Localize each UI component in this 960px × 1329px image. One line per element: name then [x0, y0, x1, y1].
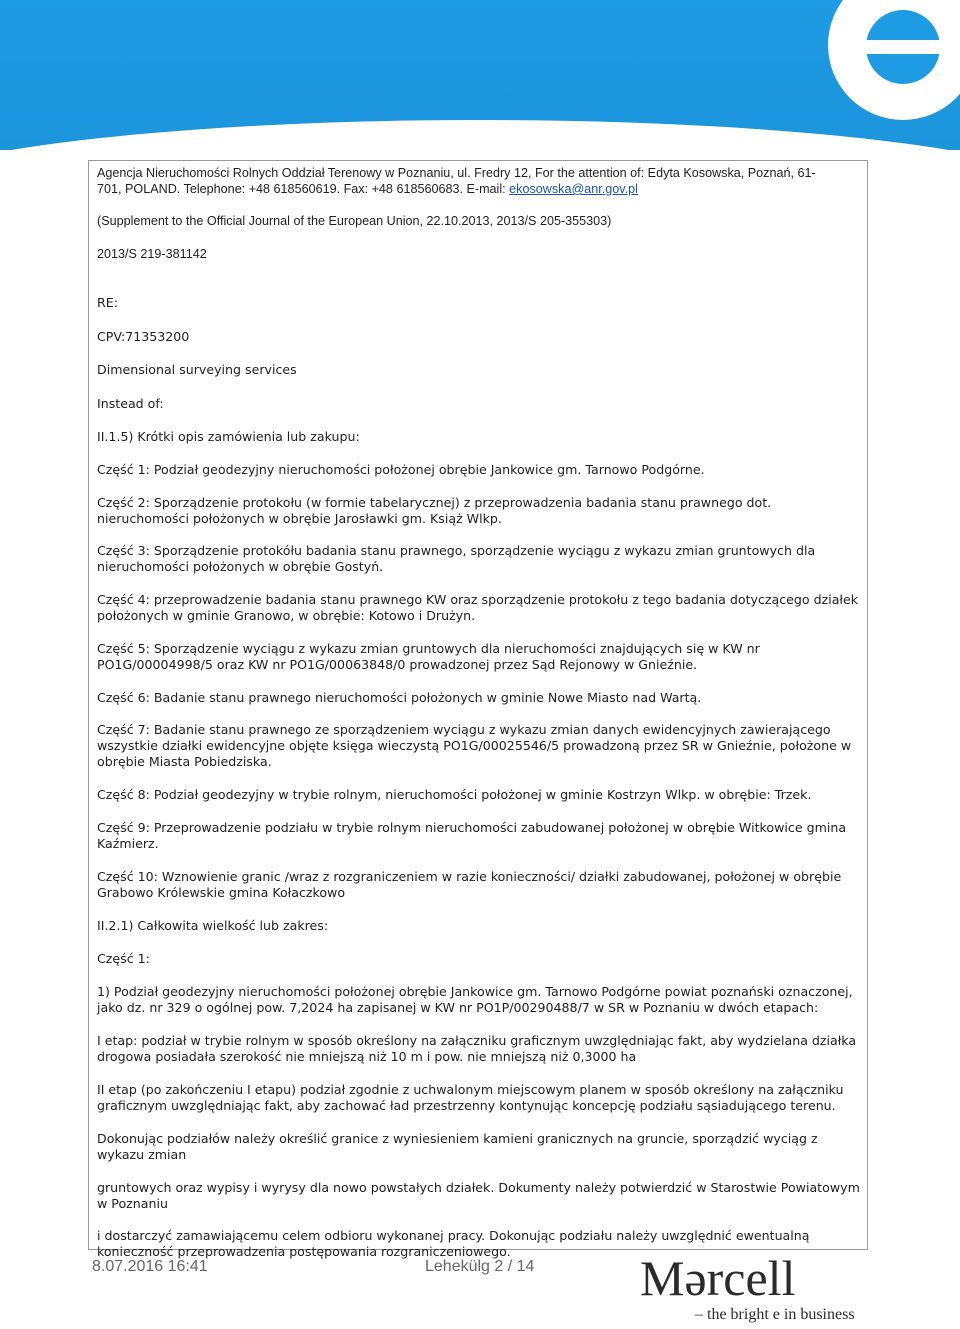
section-ii-1-5: II.1.5) Krótki opis zamówienia lub zakupu: [97, 429, 360, 444]
top-banner [0, 0, 960, 150]
part-1-heading: Część 1: [97, 951, 150, 966]
section-ii-2-1: II.2.1) Całkowita wielkość lub zakres: [97, 918, 329, 933]
brand-name: Mərcell [640, 1250, 796, 1306]
cpv-code: CPV:71353200 [97, 329, 190, 344]
paragraph-4: Dokonując podziałów należy określić granice z wyniesieniem kamieni granicznych na gruncie, sporządzić wyciąg z wykazu zmian [97, 1131, 818, 1162]
part-2: Część 2: Sporządzenie protokołu (w formie tabelarycznej) z przeprowadzenia badania stanu prawnego dot. nieruchomości położonych w obrębie Jarosławki gm. Książ Wlkp. [97, 495, 772, 526]
address-line-2: 701, POLAND. Telephone: +48 618560619. Fax: +48 618560683. E-mail: ekosowska@anr.gov.pl [97, 182, 638, 196]
email-link[interactable]: ekosowska@anr.gov.pl [509, 182, 638, 196]
paragraph-2: I etap: podział w trybie rolnym w sposób określony na załączniku graficznym uwzględniając fakt, aby wydzielana działka drogowa posiadała szerokość nie mniejszą niż 10 m i pow. nie mniejszą niż 0,3000 ha [97, 1033, 857, 1064]
part-3: Część 3: Sporządzenie protokółu badania stanu prawnego, sporządzenie wyciągu z wykazu zmian gruntowych dla nieruchomości położonych w obrębie Gostyń. [97, 543, 816, 574]
part-10: Część 10: Wznowienie granic /wraz z rozgraniczeniem w razie konieczności/ działki zabudowanej, położonej w obrębie Grabowo Królewskie gmina Kołaczkowo [97, 869, 842, 900]
part-7: Część 7: Badanie stanu prawnego ze sporządzeniem wyciągu z wykazu zmian danych ewidencyjnych zawierającego wszystkie działki ewidencyjne objęte księga wieczystą PO1G/00025546/5 prowadzoną przez SR w Gnieźnie, położone w obrębie Miasta Pobiedziska. [97, 722, 852, 769]
footer-page-number: Lehekülg 2 / 14 [425, 1258, 535, 1275]
address-line-1: Agencja Nieruchomości Rolnych Oddział Terenowy w Poznaniu, ul. Fredry 12, For the attention of: Edyta Kosowska, Poznań, 61- [97, 166, 816, 180]
brand-logo [640, 1250, 870, 1326]
part-6: Część 6: Badanie stanu prawnego nieruchomości położonych w gminie Nowe Miasto nad Wartą. [97, 690, 702, 705]
brand-tagline: – the bright e in business [695, 1306, 855, 1323]
re-label: RE: [97, 295, 118, 310]
part-4: Część 4: przeprowadzenie badania stanu prawnego KW oraz sporządzenie protokołu z tego badania dotyczącego działek położonych w gminie Granowo, w obrębie: Kotowo i Drużyn. [97, 592, 859, 623]
part-9: Część 9: Przeprowadzenie podziału w trybie rolnym nieruchomości zabudowanej położonej w obrębie Witkowice gmina Kaźmierz. [97, 820, 847, 851]
supplement-reference: (Supplement to the Official Journal of the European Union, 22.10.2013, 2013/S 205-355303) [97, 214, 612, 228]
footer-datetime: 8.07.2016 16:41 [92, 1258, 208, 1275]
paragraph-3: II etap (po zakończeniu I etapu) podział zgodnie z uchwalonym miejscowym planem w sposób określony na załączniku graficznym uwzględniając fakt, aby zachować ład przestrzenny kontynując koncepcję podziału sąsiadującego terenu. [97, 1082, 844, 1113]
instead-of-label: Instead of: [97, 396, 164, 411]
paragraph-5: gruntowych oraz wypisy i wyrysy dla nowo powstałych działek. Dokumenty należy potwierdzić w Starostwie Powiatowym w Poznaniu [97, 1180, 860, 1211]
part-8: Część 8: Podział geodezyjny w trybie rolnym, nieruchomości położonej w gminie Kostrzyn Wlkp. w obrębie: Trzek. [97, 787, 812, 802]
paragraph-1: 1) Podział geodezyjny nieruchomości położonej obrębie Jankowice gm. Tarnowo Podgórne powiat poznański oznaczonej, jako dz. nr 329 o ogólnej pow. 7,2024 ha zapisanej w KW nr PO1P/00290488/7 w SR w Poznaniu w dwóch etapach: [97, 984, 853, 1015]
part-5: Część 5: Sporządzenie wyciągu z wykazu zmian gruntowych dla nieruchomości znajdujących się w KW nr PO1G/00004998/5 oraz KW nr PO1G/00063848/0 prowadzonej przez Sąd Rejonowy w Gnieźnie. [97, 641, 760, 672]
paragraph-6: i dostarczyć zamawiającemu celem odbioru wykonanej pracy. Dokonując podziału należy uwzględnić ewentualną konieczność przeprowadzenia postępowania rozgraniczeniowego. [97, 1228, 810, 1259]
notice-id: 2013/S 219-381142 [97, 247, 207, 261]
part-1: Część 1: Podział geodezyjny nieruchomości położonej obrębie Jankowice gm. Tarnowo Podgórne. [97, 462, 705, 477]
document-content [97, 165, 862, 1260]
cpv-description: Dimensional surveying services [97, 362, 297, 377]
